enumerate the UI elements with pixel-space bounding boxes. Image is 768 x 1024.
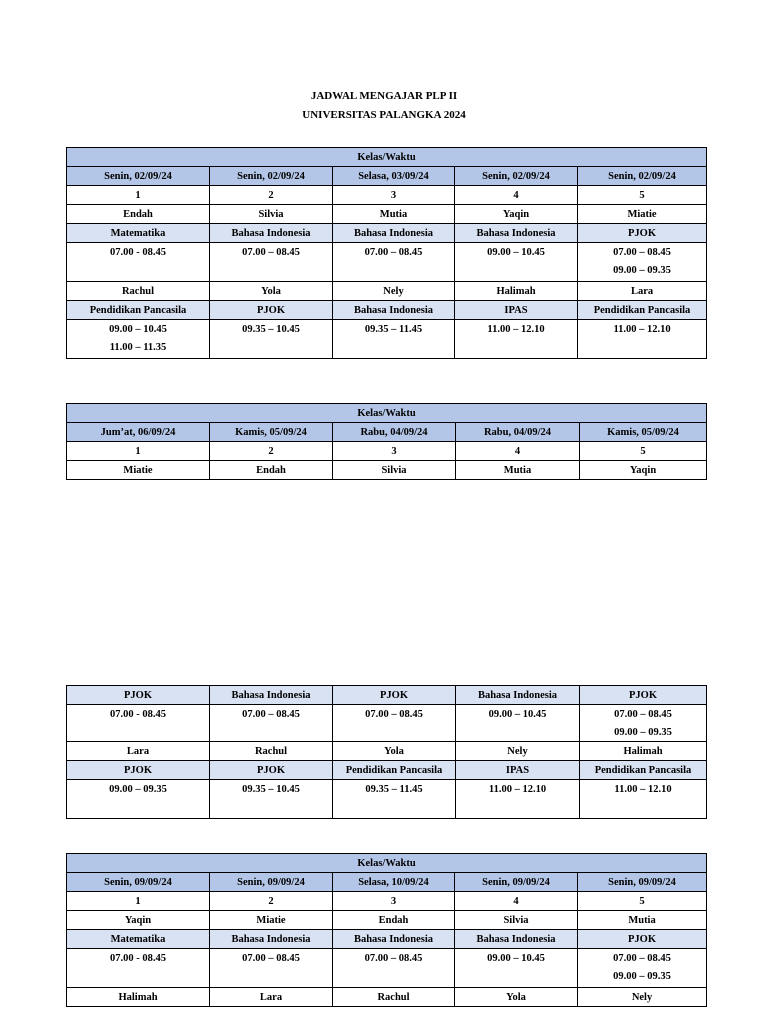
day-cell: Selasa, 10/09/24: [333, 873, 455, 892]
teacher-cell: Yola: [455, 988, 578, 1007]
subject-cell: PJOK: [67, 686, 210, 705]
class-cell: 1: [67, 442, 210, 461]
day-cell: Kamis, 05/09/24: [210, 423, 333, 442]
teacher-cell: Yola: [333, 742, 456, 761]
document-subtitle: UNIVERSITAS PALANGKA 2024: [302, 109, 466, 121]
time-cell: 11.00 – 12.10: [456, 780, 580, 819]
teacher-row: [67, 988, 707, 1007]
day-cell: Rabu, 04/09/24: [333, 423, 456, 442]
schedule-table-week2: [66, 853, 707, 1007]
subject-row: [67, 761, 707, 780]
time-cell: 11.00 – 12.10: [580, 780, 707, 819]
time-row: [67, 320, 707, 359]
teacher-cell: Rachul: [333, 988, 455, 1007]
subject-row: [67, 301, 707, 320]
class-cell: 1: [67, 892, 210, 911]
class-cell: 2: [210, 442, 333, 461]
day-cell: Senin, 02/09/24: [455, 167, 578, 186]
teacher-cell: Lara: [67, 742, 210, 761]
day-row: [67, 167, 707, 186]
subject-cell: Bahasa Indonesia: [210, 686, 333, 705]
class-cell: 4: [456, 442, 580, 461]
class-row: [67, 442, 707, 461]
schedule-table-week1: [66, 147, 707, 359]
day-cell: Senin, 02/09/24: [210, 167, 333, 186]
teacher-cell: Miatie: [67, 461, 210, 480]
class-cell: 5: [578, 892, 707, 911]
time-row: [67, 705, 707, 742]
time-cell: 09.35 – 10.45: [210, 320, 333, 359]
table-header: Kelas/Waktu: [67, 854, 707, 873]
class-cell: 3: [333, 892, 455, 911]
teacher-row: [67, 205, 707, 224]
teacher-cell: Endah: [210, 461, 333, 480]
class-row: [67, 186, 707, 205]
time-cell: 07.00 - 08.45: [67, 949, 210, 988]
teacher-row: [67, 461, 707, 480]
subject-cell: PJOK: [580, 686, 707, 705]
teacher-cell: Endah: [67, 205, 210, 224]
teacher-cell: Rachul: [210, 742, 333, 761]
day-cell: Kamis, 05/09/24: [580, 423, 707, 442]
time-cell: 11.00 – 12.10: [455, 320, 578, 359]
document-title: JADWAL MENGAJAR PLP II: [310, 90, 458, 102]
time-cell: 07.00 – 08.45: [210, 243, 333, 282]
teacher-cell: Miatie: [578, 205, 707, 224]
subject-cell: Bahasa Indonesia: [210, 224, 333, 243]
day-cell: Senin, 09/09/24: [210, 873, 333, 892]
subject-cell: Pendidikan Pancasila: [67, 301, 210, 320]
time-cell: 07.00 – 08.45: [333, 705, 456, 742]
time-cell: 07.00 - 08.45: [67, 705, 210, 742]
time-cell: 07.00 – 08.45: [333, 949, 455, 988]
subject-cell: PJOK: [333, 686, 456, 705]
time-cell: 07.00 - 08.45: [67, 243, 210, 282]
teacher-cell: Yaqin: [580, 461, 707, 480]
teacher-cell: Mutia: [578, 911, 707, 930]
class-row: [67, 892, 707, 911]
time-cell: 09.35 – 10.45: [210, 780, 333, 819]
subject-cell: PJOK: [578, 930, 707, 949]
day-cell: Rabu, 04/09/24: [456, 423, 580, 442]
teacher-cell: Miatie: [210, 911, 333, 930]
class-cell: 4: [455, 186, 578, 205]
time-cell: 09.00 – 10.45 11.00 – 11.35: [67, 320, 210, 359]
teacher-cell: Yola: [210, 282, 333, 301]
teacher-cell: Halimah: [455, 282, 578, 301]
class-cell: 2: [210, 186, 333, 205]
teacher-cell: Endah: [333, 911, 455, 930]
subject-cell: Bahasa Indonesia: [455, 224, 578, 243]
table-header: Kelas/Waktu: [67, 148, 707, 167]
teacher-cell: Nely: [333, 282, 455, 301]
subject-cell: Bahasa Indonesia: [333, 301, 455, 320]
class-cell: 2: [210, 892, 333, 911]
teacher-cell: Mutia: [333, 205, 455, 224]
class-cell: 5: [578, 186, 707, 205]
teacher-cell: Halimah: [580, 742, 707, 761]
time-row: [67, 243, 707, 282]
time-cell: 07.00 – 08.45 09.00 – 09.35: [578, 949, 707, 988]
teacher-cell: Silvia: [333, 461, 456, 480]
day-cell: Senin, 09/09/24: [578, 873, 707, 892]
class-cell: 1: [67, 186, 210, 205]
day-cell: Senin, 02/09/24: [67, 167, 210, 186]
teacher-cell: Silvia: [455, 911, 578, 930]
time-cell: 09.00 – 10.45: [456, 705, 580, 742]
schedule-table-week1-b-continued: [66, 685, 707, 819]
day-row: [67, 873, 707, 892]
day-cell: Senin, 09/09/24: [67, 873, 210, 892]
time-cell: 07.00 – 08.45: [333, 243, 455, 282]
time-cell: 07.00 – 08.45 09.00 – 09.35: [578, 243, 707, 282]
class-cell: 4: [455, 892, 578, 911]
class-cell: 3: [333, 442, 456, 461]
day-cell: Senin, 02/09/24: [578, 167, 707, 186]
teacher-row: [67, 282, 707, 301]
subject-cell: Bahasa Indonesia: [455, 930, 578, 949]
time-cell: 09.00 – 10.45: [455, 949, 578, 988]
subject-row: [67, 930, 707, 949]
day-cell: Selasa, 03/09/24: [333, 167, 455, 186]
subject-cell: Pendidikan Pancasila: [578, 301, 707, 320]
subject-cell: Bahasa Indonesia: [333, 224, 455, 243]
time-cell: 09.00 – 09.35: [67, 780, 210, 819]
subject-cell: PJOK: [578, 224, 707, 243]
time-cell: 09.35 – 11.45: [333, 780, 456, 819]
table-header: Kelas/Waktu: [67, 404, 707, 423]
subject-cell: Pendidikan Pancasila: [333, 761, 456, 780]
teacher-cell: Nely: [456, 742, 580, 761]
day-cell: Jum’at, 06/09/24: [67, 423, 210, 442]
time-cell: 11.00 – 12.10: [578, 320, 707, 359]
subject-cell: PJOK: [210, 301, 333, 320]
teacher-row: [67, 911, 707, 930]
time-cell: 07.00 – 08.45: [210, 705, 333, 742]
subject-cell: IPAS: [456, 761, 580, 780]
day-cell: Senin, 09/09/24: [455, 873, 578, 892]
day-row: [67, 423, 707, 442]
teacher-row: [67, 742, 707, 761]
subject-row: [67, 686, 707, 705]
teacher-cell: Yaqin: [67, 911, 210, 930]
subject-cell: Pendidikan Pancasila: [580, 761, 707, 780]
time-row: [67, 949, 707, 988]
time-cell: 07.00 – 08.45: [210, 949, 333, 988]
time-cell: 09.35 – 11.45: [333, 320, 455, 359]
class-cell: 3: [333, 186, 455, 205]
subject-cell: Matematika: [67, 224, 210, 243]
teacher-cell: Halimah: [67, 988, 210, 1007]
subject-cell: Bahasa Indonesia: [210, 930, 333, 949]
subject-cell: Matematika: [67, 930, 210, 949]
schedule-table-week1-b: [66, 403, 707, 480]
teacher-cell: Rachul: [67, 282, 210, 301]
class-cell: 5: [580, 442, 707, 461]
subject-cell: PJOK: [67, 761, 210, 780]
teacher-cell: Lara: [210, 988, 333, 1007]
time-row: [67, 780, 707, 819]
teacher-cell: Silvia: [210, 205, 333, 224]
teacher-cell: Yaqin: [455, 205, 578, 224]
teacher-cell: Nely: [578, 988, 707, 1007]
subject-cell: Bahasa Indonesia: [456, 686, 580, 705]
subject-cell: PJOK: [210, 761, 333, 780]
time-cell: 09.00 – 10.45: [455, 243, 578, 282]
subject-row: [67, 224, 707, 243]
teacher-cell: Lara: [578, 282, 707, 301]
subject-cell: IPAS: [455, 301, 578, 320]
subject-cell: Bahasa Indonesia: [333, 930, 455, 949]
teacher-cell: Mutia: [456, 461, 580, 480]
time-cell: 07.00 – 08.45 09.00 – 09.35: [580, 705, 707, 742]
